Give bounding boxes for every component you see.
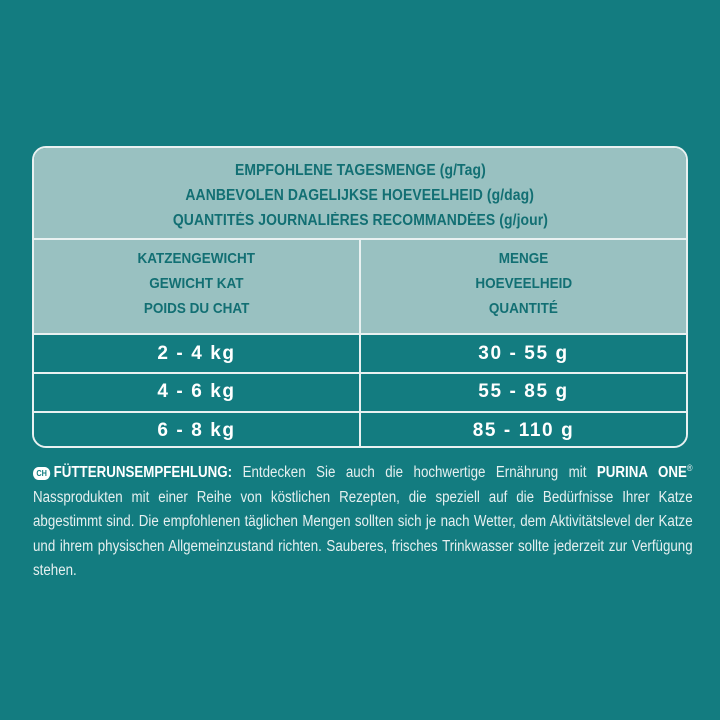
amount-header-de: MENGE — [498, 250, 549, 267]
weight-cell: 2 - 4 kg — [157, 342, 236, 364]
table-title — [34, 148, 686, 240]
weight-cell: 4 - 6 kg — [157, 381, 236, 403]
amount-header-nl: HOEVEELHEID — [475, 275, 572, 292]
weight-header-nl: GEWICHT KAT — [149, 275, 244, 292]
table-row — [34, 372, 686, 411]
title-line-nl: AANBEVOLEN DAGELIJKSE HOEVEELHEID (g/dag) — [185, 186, 535, 204]
weight-header-de: KATZENGEWICHT — [137, 250, 256, 267]
weight-header-fr: POIDS DU CHAT — [143, 300, 250, 317]
note-heading: FÜTTERUNSEMPFEHLUNG: — [53, 464, 233, 481]
brand-name: PURINA ONE — [596, 464, 687, 481]
column-header-row — [34, 240, 686, 335]
note-text-body: Nassprodukten mit einer Reihe von köstlichen Rezepten, die speziell auf die Bedürfnisse Ihrer Katze abgestimmt sind. Die empfohlenen täglichen Mengen sollten sich je nach Wetter, dem Aktivitätslevel der Katze und ihrem physischen Allgemeinzustand richten. Sauberes, frisches Trinkwasser sollte jederzeit zur Verfügung stehen. — [33, 488, 693, 579]
table-row — [34, 411, 686, 449]
note-paragraph — [33, 456, 693, 584]
title-line-fr: QUANTITÉS JOURNALIÈRES RECOMMANDÉES (g/jour) — [172, 211, 548, 229]
weight-cell: 6 - 8 kg — [157, 419, 236, 441]
weight-column-header — [34, 240, 359, 333]
amount-header-fr: QUANTITÉ — [488, 300, 558, 317]
table-row — [34, 335, 686, 372]
swiss-country-badge: CH — [33, 467, 50, 480]
amount-column-header — [359, 240, 686, 333]
feeding-recommendation-note — [33, 456, 693, 584]
amount-cell: 85 - 110 g — [359, 413, 686, 449]
note-text-intro: Entdecken Sie auch die hochwertige Ernährung mit — [232, 464, 597, 481]
amount-cell: 55 - 85 g — [359, 374, 686, 411]
amount-cell: 30 - 55 g — [359, 335, 686, 372]
title-line-de: EMPFOHLENE TAGESMENGE (g/Tag) — [234, 161, 486, 179]
registered-mark: ® — [686, 463, 693, 473]
feeding-table — [32, 146, 688, 448]
